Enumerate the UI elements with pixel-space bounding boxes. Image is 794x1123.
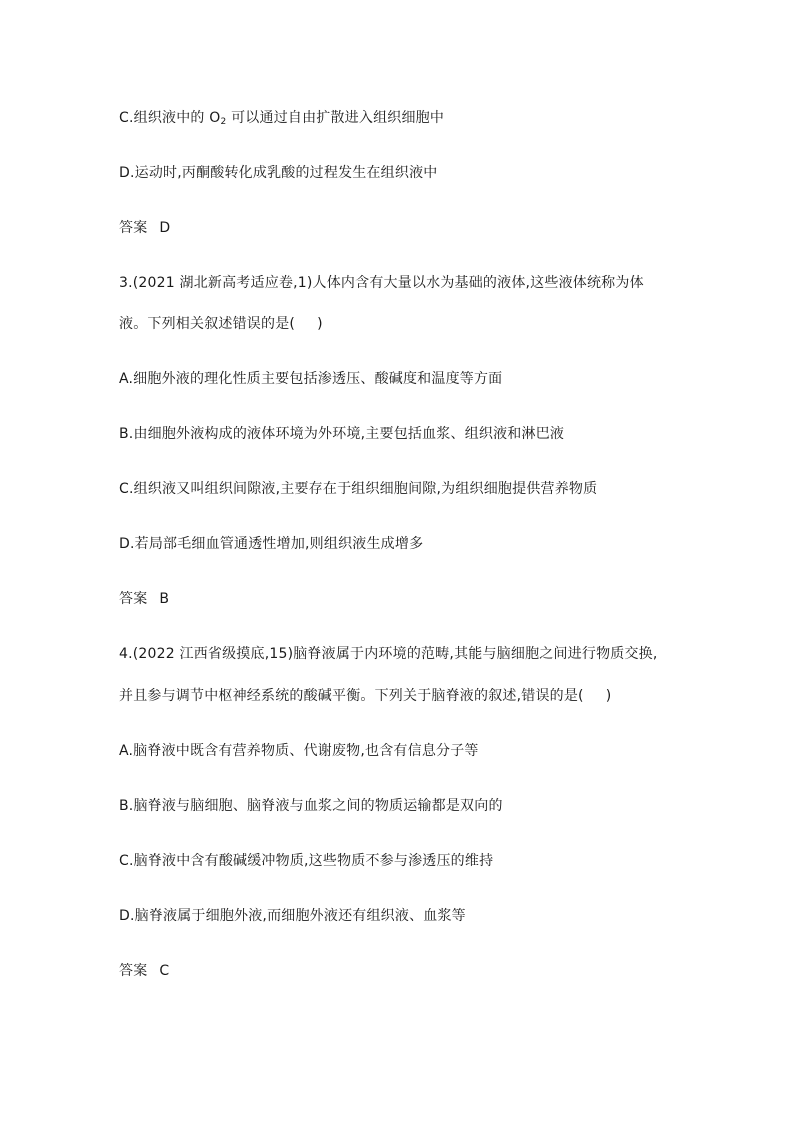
q3-answer [119, 589, 169, 609]
q3-option-a: A.细胞外液的理化性质主要包括渗透压、酸碱度和温度等方面 [119, 371, 503, 387]
q4-stem-text: 并且参与调节中枢神经系统的酸碱平衡。下列关于脑脊液的叙述,错误的是( [119, 688, 584, 704]
q4-stem-line1: 4.(2022 江西省级摸底,15)脑脊液属于内环境的范畴,其能与脑细胞之间进行物质交换, [119, 646, 658, 662]
q3-option-b: B.由细胞外液构成的液体环境为外环境,主要包括血浆、组织液和淋巴液 [119, 426, 565, 442]
q4-option-c: C.脑脊液中含有酸碱缓冲物质,这些物质不参与渗透压的维持 [119, 853, 494, 869]
answer-value: C [159, 963, 170, 979]
answer-label: 答案 [119, 591, 148, 607]
q4-answer [119, 961, 169, 981]
q4-stem-close-paren: ) [605, 688, 612, 704]
q2-answer [119, 218, 170, 238]
q3-stem-line2 [119, 314, 323, 334]
q2-option-c [119, 108, 444, 132]
q4-option-d: D.脑脊液属于细胞外液,而细胞外液还有组织液、血浆等 [119, 908, 466, 924]
q3-option-d: D.若局部毛细血管通透性增加,则组织液生成增多 [119, 536, 424, 552]
q4-stem-line2 [119, 686, 611, 706]
answer-label: 答案 [119, 220, 148, 236]
o2-subscript: 2 [220, 117, 227, 127]
q3-stem-close-paren: ) [317, 316, 323, 332]
answer-label: 答案 [119, 963, 148, 979]
q2-option-c-text: C.组织液中的 O [119, 110, 221, 126]
q3-stem-line1: 3.(2021 湖北新高考适应卷,1)人体内含有大量以水为基础的液体,这些液体统称为体 [119, 275, 644, 291]
q2-option-c-text-rest: 可以通过自由扩散进入组织细胞中 [226, 110, 445, 126]
q3-stem-text: 液。下列相关叙述错误的是( [119, 316, 296, 332]
q2-option-d: D.运动时,丙酮酸转化成乳酸的过程发生在组织液中 [119, 165, 438, 181]
q4-option-a: A.脑脊液中既含有营养物质、代谢废物,也含有信息分子等 [119, 743, 479, 759]
q3-option-c: C.组织液又叫组织间隙液,主要存在于组织细胞间隙,为组织细胞提供营养物质 [119, 481, 598, 497]
answer-value: B [159, 591, 170, 607]
q4-option-b: B.脑脊液与脑细胞、脑脊液与血浆之间的物质运输都是双向的 [119, 798, 503, 814]
answer-value: D [159, 220, 171, 236]
